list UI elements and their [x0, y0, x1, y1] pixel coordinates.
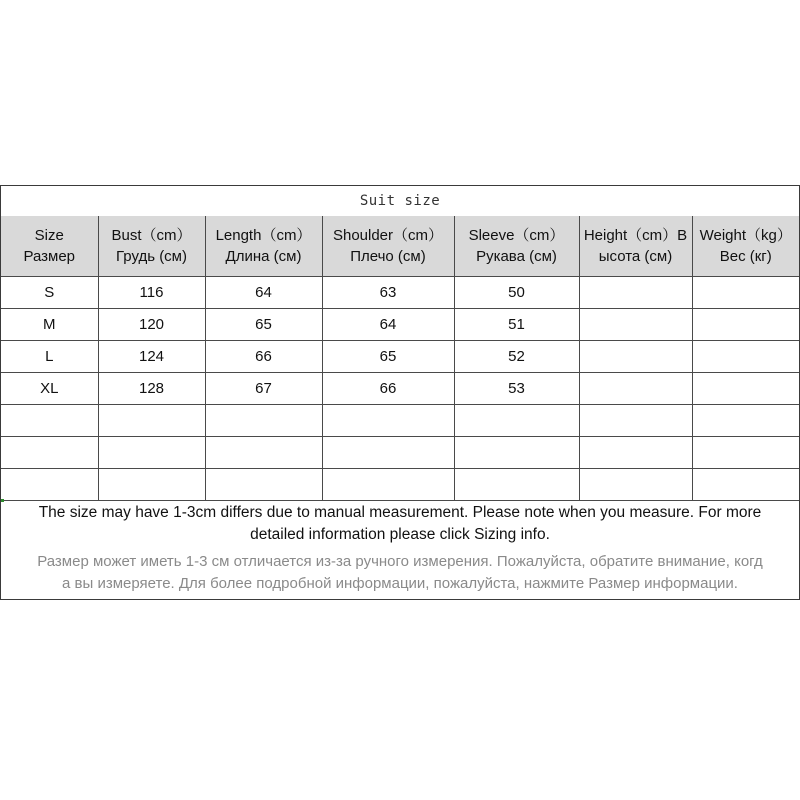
cell-shoulder: [322, 437, 454, 469]
note-russian-line-1: Размер может иметь 1-3 см отличается из-за ручного измерения. Пожалуйста, обратите внимание, когд: [37, 553, 763, 570]
header-shoulder-ru: Плечо (см): [350, 248, 426, 265]
cell-weight: [692, 373, 799, 405]
cell-weight: [692, 341, 799, 373]
cell-sleeve: 50: [454, 277, 579, 309]
cell-height: [579, 373, 692, 405]
cell-bust: 116: [98, 277, 205, 309]
cell-size: S: [1, 277, 98, 309]
note-russian: [1, 551, 799, 595]
cell-bust: 128: [98, 373, 205, 405]
cell-weight: [692, 469, 799, 501]
cell-length: 64: [205, 277, 322, 309]
table-row: [1, 405, 799, 437]
cell-sleeve: [454, 405, 579, 437]
cell-height: [579, 341, 692, 373]
header-weight-en: Weight（kg）: [699, 227, 792, 244]
cell-bust: [98, 405, 205, 437]
table-row: [1, 469, 799, 501]
header-cell-bust: [98, 216, 205, 277]
cell-height: [579, 469, 692, 501]
cell-sleeve: [454, 437, 579, 469]
header-length-en: Length（cm）: [215, 227, 312, 244]
header-bust-en: Bust（cm）: [111, 227, 192, 244]
header-cell-shoulder: [322, 216, 454, 277]
table-row: [1, 341, 799, 373]
header-height-ru: ысота (см): [598, 248, 673, 265]
cell-size: [1, 469, 98, 501]
note-russian-line-2: а вы измеряете. Для более подробной информации, пожалуйста, нажмите Размер информации.: [62, 575, 738, 592]
cell-size: [1, 437, 98, 469]
cell-size: L: [1, 341, 98, 373]
table-row: [1, 309, 799, 341]
header-shoulder-en: Shoulder（cm）: [332, 227, 444, 244]
chart-title: Suit size: [1, 186, 799, 217]
table-row: [1, 277, 799, 309]
header-height-en: Height（cm）В: [583, 227, 688, 244]
header-size-ru: Размер: [23, 248, 76, 265]
size-table: [1, 216, 799, 501]
measurement-note: [1, 502, 799, 595]
header-row: [1, 216, 799, 277]
cell-height: [579, 405, 692, 437]
cell-shoulder: [322, 405, 454, 437]
cell-sleeve: 52: [454, 341, 579, 373]
cell-weight: [692, 437, 799, 469]
header-cell-size: [1, 216, 98, 277]
header-cell-sleeve: [454, 216, 579, 277]
cell-shoulder: 64: [322, 309, 454, 341]
cell-bust: [98, 469, 205, 501]
cell-bust: 120: [98, 309, 205, 341]
cell-shoulder: 63: [322, 277, 454, 309]
cell-shoulder: 66: [322, 373, 454, 405]
cell-size: [1, 405, 98, 437]
cell-size: M: [1, 309, 98, 341]
cell-length: [205, 405, 322, 437]
table-row: [1, 373, 799, 405]
cell-bust: [98, 437, 205, 469]
header-cell-length: [205, 216, 322, 277]
header-size-en: Size: [34, 227, 64, 244]
cell-length: 67: [205, 373, 322, 405]
header-weight-ru: Вес (кг): [719, 248, 772, 265]
cell-sleeve: [454, 469, 579, 501]
cell-shoulder: [322, 469, 454, 501]
note-english: The size may have 1-3cm differs due to manual measurement. Please note when you measure. For more detailed information please click Sizing info.: [38, 504, 762, 543]
header-cell-height: [579, 216, 692, 277]
cell-length: 65: [205, 309, 322, 341]
cell-height: [579, 309, 692, 341]
size-chart: [0, 185, 800, 600]
cell-sleeve: 53: [454, 373, 579, 405]
cell-size: XL: [1, 373, 98, 405]
cell-shoulder: 65: [322, 341, 454, 373]
cell-length: [205, 469, 322, 501]
table-row: [1, 437, 799, 469]
cell-length: [205, 437, 322, 469]
cell-sleeve: 51: [454, 309, 579, 341]
header-cell-weight: [692, 216, 799, 277]
header-sleeve-en: Sleeve（cm）: [468, 227, 565, 244]
header-sleeve-ru: Рукава (см): [476, 248, 557, 265]
header-length-ru: Длина (см): [225, 248, 302, 265]
cell-height: [579, 277, 692, 309]
cell-weight: [692, 405, 799, 437]
cell-weight: [692, 277, 799, 309]
cell-length: 66: [205, 341, 322, 373]
cell-bust: 124: [98, 341, 205, 373]
cell-weight: [692, 309, 799, 341]
header-bust-ru: Грудь (см): [116, 248, 187, 265]
cell-height: [579, 437, 692, 469]
